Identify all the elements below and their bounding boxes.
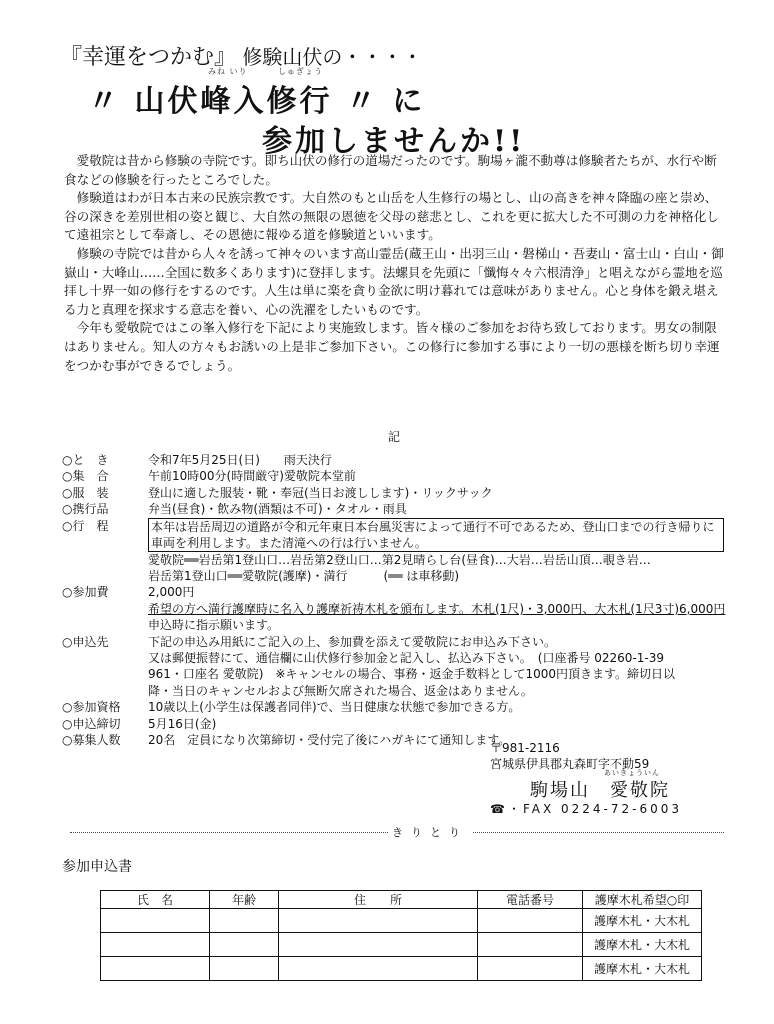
detail-label: ○服 装 <box>62 485 109 500</box>
fee-note: 希望の方へ満行護摩時に名入り護摩祈祷木札を頒布します。木札(1尺)・3,000円、大木札(1尺3寸)6,000円 <box>148 601 726 616</box>
detail-row-date <box>62 452 726 468</box>
kifuda-cell[interactable]: 護摩木札・大木札 <box>583 933 702 957</box>
phone-cell[interactable] <box>478 909 583 933</box>
form-title: 参加申込書 <box>62 859 132 875</box>
detail-row-items <box>62 501 726 517</box>
detail-label: ○携行品 <box>62 502 109 517</box>
age-cell[interactable] <box>210 909 279 933</box>
headline-rest: 修験山伏の・・・・ <box>242 45 423 69</box>
detail-row-attire <box>62 485 726 501</box>
col-name: 氏 名 <box>101 891 210 909</box>
detail-row-itinerary <box>62 518 726 585</box>
address-line: 宮城県伊具郡丸森町字不動59 <box>490 757 650 771</box>
col-kifuda: 護摩木札希望○印 <box>583 891 702 909</box>
fee-amount: 2,000円 <box>148 585 195 600</box>
event-details <box>62 452 726 749</box>
organization-name: 駒場山 愛敬院 <box>530 780 670 801</box>
detail-row-fee <box>62 584 726 633</box>
application-line-4: 降・当日のキャンセルおよび無断欠席された場合、返金はありません。 <box>148 683 533 698</box>
application-line-3: 961・口座名 愛敬院) ※キャンセルの場合、事務・返金手数料として1000円頂きます。締切日以 <box>148 667 676 682</box>
detail-row-eligibility <box>62 699 726 715</box>
phone-cell[interactable] <box>478 957 583 981</box>
detail-value <box>148 584 726 633</box>
zip-code: 〒981-2116 <box>490 741 560 755</box>
col-phone: 電話番号 <box>478 891 583 909</box>
detail-value: 登山に適した服装・靴・奉冠(当日お渡しします)・リックサック <box>148 485 493 500</box>
phone-cell[interactable] <box>478 933 583 957</box>
intro-body <box>64 152 724 375</box>
application-form-table <box>100 890 702 981</box>
itinerary-route-1: 愛敬院══岩岳第1登山口…岩岳第2登山口…第2見晴らし台(昼食)…大岩…岩岳山頂…覗き岩… <box>148 552 651 567</box>
name-cell[interactable] <box>101 909 210 933</box>
intro-paragraph: 修験の寺院では昔から人々を誘って神々のいます高山霊岳(蔵王山・出羽三山・磐梯山・吾妻山・富士山・白山・御嶽山・大峰山……全国に数多くあります)に登拝します。法螺貝を先頭に「懺悔々々六根清浄」と唱えながら霊地を巡拝し十界一如の修行をするのです。人生は単に楽を貪り金欲に明け暮れては意味がありません。心と身体を鍛え堪える力と真理を探求する意志を養い、心の洗濯をしたいものです。 <box>64 245 724 317</box>
cut-label: きりとり <box>388 824 472 840</box>
org-ruby: あいきょういん <box>604 769 660 777</box>
detail-value: 午前10時00分(時間厳守)愛敬院本堂前 <box>148 469 356 484</box>
detail-value: 10歳以上(小学生は保護者同伴)で、当日健康な状態で参加できる方。 <box>148 700 521 715</box>
detail-value: 20名 定員になり次第締切・受付完了後にハガキにて通知します。 <box>148 733 511 748</box>
intro-paragraph: 愛敬院は昔から修験の寺院です。即ち山伏の修行の道場だったのです。駒場ヶ瀧不動尊は修験者たちが、水行や断食などの修験を行ったところでした。 <box>64 153 717 187</box>
detail-value: 令和7年5月25日(日) 雨天決行 <box>148 453 332 467</box>
detail-value <box>148 518 726 585</box>
address-cell[interactable] <box>279 933 478 957</box>
detail-row-meeting <box>62 468 726 484</box>
col-age: 年齢 <box>210 891 279 909</box>
form-row <box>101 957 702 981</box>
cut-line <box>70 826 724 838</box>
detail-label: ○行 程 <box>62 518 109 533</box>
name-cell[interactable] <box>101 957 210 981</box>
phone-fax: ☎・FAX 0224-72-6003 <box>490 802 683 816</box>
detail-row-application <box>62 634 726 700</box>
intro-paragraph: 修験道はわが日本古来の民族宗教です。大自然のもと山岳を人生修行の場とし、山の高きを神々降臨の座と崇め、谷の深きを差別世相の姿と観じ、大自然の無限の恩徳を父母の慈悲とし、これを更に拡大した不可測の力を神格化して遠祖宗として奉斎し、その恩徳に報ゆる道を修験道といいます。 <box>64 190 719 243</box>
application-line-2: 又は郵便振替にて、通信欄に山伏修行参加金と記入し、払込み下さい。 (口座番号 02260-1-39 <box>148 651 664 666</box>
title-line1-wrap <box>88 67 426 120</box>
detail-label: ○申込締切 <box>62 716 121 731</box>
detail-label: ○申込先 <box>62 634 109 649</box>
title-line1: 〃 山伏峰入修行 〃 に <box>88 84 426 119</box>
form-row <box>101 933 702 957</box>
detail-label: ○参加費 <box>62 585 109 600</box>
kifuda-cell[interactable]: 護摩木札・大木札 <box>583 909 702 933</box>
age-cell[interactable] <box>210 933 279 957</box>
detail-value <box>148 634 726 700</box>
detail-value: 5月16日(金) <box>148 716 217 731</box>
detail-label: ○募集人数 <box>62 733 121 748</box>
itinerary-route-2: 岩岳第1登山口══愛敬院(護摩)・満行 (══ は車移動) <box>148 569 460 584</box>
detail-value: 弁当(昼食)・飲み物(酒類は不可)・タオル・雨具 <box>148 502 407 517</box>
detail-row-deadline <box>62 716 726 732</box>
form-row <box>101 909 702 933</box>
ruby-mine-iri: みね いり <box>208 67 248 76</box>
headline-phrase: 『幸運をつかむ』 <box>60 45 237 70</box>
col-address: 住 所 <box>279 891 478 909</box>
ki-heading: 記 <box>388 430 401 444</box>
title-line2: 参加しませんか!! <box>262 124 526 159</box>
detail-label: ○と き <box>62 453 109 467</box>
name-cell[interactable] <box>101 933 210 957</box>
form-header-row <box>101 891 702 909</box>
address-cell[interactable] <box>279 957 478 981</box>
itinerary-notice: 本年は岩岳周辺の道路が令和元年東日本台風災害によって通行不可であるため、登山口までの行き帰りに車両を利用します。また清滝への行は行いません。 <box>148 518 724 552</box>
application-line-1: 下記の申込み用紙にご記入の上、参加費を添えて愛敬院にお申込み下さい。 <box>148 634 557 649</box>
age-cell[interactable] <box>210 957 279 981</box>
detail-label: ○参加資格 <box>62 700 121 715</box>
detail-label: ○集 合 <box>62 469 109 484</box>
address-cell[interactable] <box>279 909 478 933</box>
fee-note-2: 申込時に指示願います。 <box>148 618 280 633</box>
kifuda-cell[interactable]: 護摩木札・大木札 <box>583 957 702 981</box>
intro-paragraph: 今年も愛敬院ではこの峯入修行を下記により実施致します。皆々様のご参加をお待ち致しております。男女の制限はありません。知人の方々もお誘いの上是非ご参加下さい。この修行に参加する事により一切の悪様を断ち切り幸運をつかむ事ができるでしょう。 <box>64 320 720 373</box>
ruby-shugyo: しゅぎょう <box>278 67 323 76</box>
